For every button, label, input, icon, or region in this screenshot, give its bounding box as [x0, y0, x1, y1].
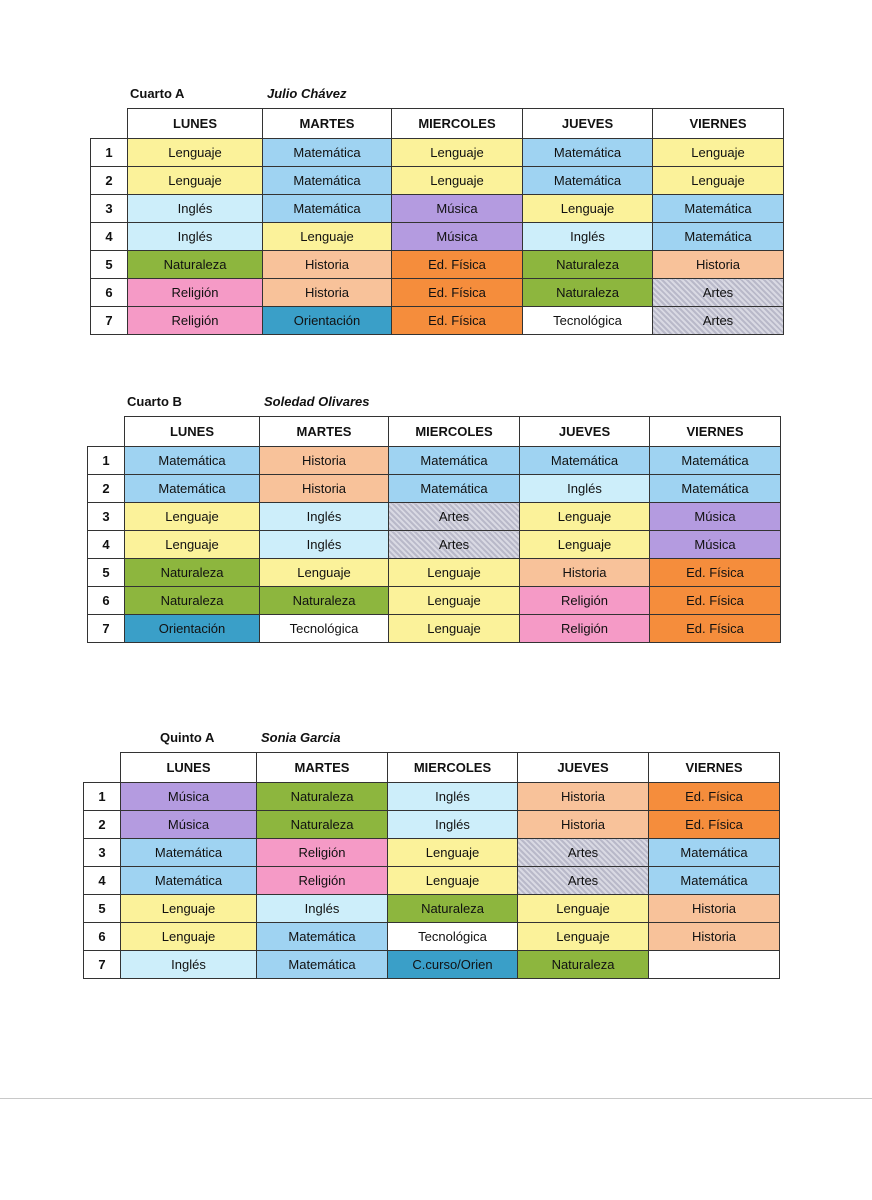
subject-cell: Lenguaje	[263, 223, 392, 251]
corner-cell	[91, 109, 128, 139]
subject-cell: Naturaleza	[128, 251, 263, 279]
period-number: 1	[84, 783, 121, 811]
subject-cell: Lenguaje	[389, 587, 520, 615]
period-number: 1	[88, 447, 125, 475]
day-header: LUNES	[121, 753, 257, 783]
schedule-table	[87, 416, 781, 643]
course-title: Quinto A	[160, 730, 215, 745]
period-number: 5	[84, 895, 121, 923]
subject-cell: Religión	[128, 307, 263, 335]
subject-cell: Matemática	[263, 139, 392, 167]
subject-cell: Historia	[649, 895, 780, 923]
subject-cell: Lenguaje	[520, 503, 650, 531]
schedule-block-cuarto-b	[87, 394, 781, 643]
period-number: 2	[84, 811, 121, 839]
subject-cell: Artes	[389, 531, 520, 559]
period-row	[88, 475, 781, 503]
subject-cell: Matemática	[653, 195, 784, 223]
period-row	[84, 867, 780, 895]
subject-cell: Lenguaje	[388, 867, 518, 895]
subject-cell: Ed. Física	[649, 783, 780, 811]
teacher-name: Sonia Garcia	[261, 730, 341, 745]
subject-cell: Inglés	[260, 531, 389, 559]
day-header: MIERCOLES	[388, 753, 518, 783]
period-row	[91, 223, 784, 251]
subject-cell: Lenguaje	[392, 167, 523, 195]
subject-cell: Música	[121, 811, 257, 839]
subject-cell: Religión	[257, 867, 388, 895]
day-header: MARTES	[257, 753, 388, 783]
period-row	[88, 503, 781, 531]
period-row	[91, 251, 784, 279]
subject-cell: Matemática	[263, 195, 392, 223]
period-row	[91, 195, 784, 223]
subject-cell: Inglés	[520, 475, 650, 503]
period-number: 5	[91, 251, 128, 279]
period-number: 7	[88, 615, 125, 643]
day-header: JUEVES	[518, 753, 649, 783]
subject-cell: Matemática	[650, 447, 781, 475]
subject-cell: Música	[392, 223, 523, 251]
period-row	[84, 951, 780, 979]
subject-cell: Naturaleza	[125, 559, 260, 587]
day-header: JUEVES	[523, 109, 653, 139]
period-number: 4	[91, 223, 128, 251]
course-title: Cuarto B	[127, 394, 182, 409]
corner-cell	[88, 417, 125, 447]
day-header: JUEVES	[520, 417, 650, 447]
subject-cell: Historia	[263, 279, 392, 307]
subject-cell: Ed. Física	[392, 279, 523, 307]
period-number: 2	[88, 475, 125, 503]
subject-cell: Naturaleza	[257, 783, 388, 811]
subject-cell: Historia	[518, 783, 649, 811]
subject-cell: Ed. Física	[650, 587, 781, 615]
period-row	[84, 895, 780, 923]
period-row	[88, 531, 781, 559]
schedule-table	[90, 108, 784, 335]
day-header: LUNES	[128, 109, 263, 139]
subject-cell: Matemática	[523, 167, 653, 195]
subject-cell: Artes	[518, 867, 649, 895]
subject-cell: Inglés	[257, 895, 388, 923]
subject-cell: Artes	[389, 503, 520, 531]
period-row	[91, 139, 784, 167]
subject-cell: Naturaleza	[260, 587, 389, 615]
period-number: 6	[84, 923, 121, 951]
period-number: 4	[84, 867, 121, 895]
subject-cell: Tecnológica	[388, 923, 518, 951]
subject-cell: Religión	[128, 279, 263, 307]
subject-cell: Lenguaje	[518, 895, 649, 923]
subject-cell: Historia	[653, 251, 784, 279]
subject-cell: Ed. Física	[650, 559, 781, 587]
period-number: 3	[84, 839, 121, 867]
period-number: 5	[88, 559, 125, 587]
subject-cell: Artes	[653, 307, 784, 335]
subject-cell: Ed. Física	[649, 811, 780, 839]
subject-cell: Matemática	[125, 447, 260, 475]
subject-cell: Inglés	[121, 951, 257, 979]
subject-cell: Música	[650, 503, 781, 531]
day-header: MIERCOLES	[389, 417, 520, 447]
period-row	[88, 587, 781, 615]
period-row	[88, 615, 781, 643]
day-header: MARTES	[260, 417, 389, 447]
subject-cell: Lenguaje	[653, 167, 784, 195]
subject-cell: Historia	[260, 447, 389, 475]
subject-cell: Tecnológica	[523, 307, 653, 335]
subject-cell: Religión	[520, 615, 650, 643]
page-divider-line	[0, 1098, 872, 1099]
subject-cell: Inglés	[128, 195, 263, 223]
subject-cell: Lenguaje	[121, 923, 257, 951]
period-row	[91, 279, 784, 307]
corner-cell	[84, 753, 121, 783]
subject-cell: Lenguaje	[523, 195, 653, 223]
subject-cell: Matemática	[520, 447, 650, 475]
period-number: 7	[84, 951, 121, 979]
subject-cell	[649, 951, 780, 979]
subject-cell: Historia	[263, 251, 392, 279]
subject-cell: Música	[392, 195, 523, 223]
subject-cell: Ed. Física	[392, 307, 523, 335]
subject-cell: Matemática	[389, 447, 520, 475]
day-header: VIERNES	[650, 417, 781, 447]
period-row	[91, 307, 784, 335]
subject-cell: Inglés	[388, 811, 518, 839]
subject-cell: Naturaleza	[388, 895, 518, 923]
period-row	[84, 923, 780, 951]
subject-cell: Tecnológica	[260, 615, 389, 643]
subject-cell: Matemática	[121, 839, 257, 867]
day-header: LUNES	[125, 417, 260, 447]
subject-cell: Lenguaje	[125, 531, 260, 559]
day-header: VIERNES	[653, 109, 784, 139]
teacher-name: Soledad Olivares	[264, 394, 370, 409]
subject-cell: Lenguaje	[520, 531, 650, 559]
subject-cell: Ed. Física	[392, 251, 523, 279]
subject-cell: Naturaleza	[125, 587, 260, 615]
subject-cell: Naturaleza	[523, 251, 653, 279]
day-header: MIERCOLES	[392, 109, 523, 139]
subject-cell: Lenguaje	[653, 139, 784, 167]
subject-cell: Matemática	[125, 475, 260, 503]
subject-cell: Lenguaje	[518, 923, 649, 951]
subject-cell: Lenguaje	[128, 167, 263, 195]
subject-cell: Artes	[653, 279, 784, 307]
subject-cell: Religión	[257, 839, 388, 867]
subject-cell: Música	[650, 531, 781, 559]
subject-cell: Matemática	[653, 223, 784, 251]
subject-cell: Matemática	[389, 475, 520, 503]
subject-cell: Lenguaje	[125, 503, 260, 531]
period-number: 6	[88, 587, 125, 615]
subject-cell: Matemática	[649, 867, 780, 895]
subject-cell: Historia	[520, 559, 650, 587]
subject-cell: Matemática	[263, 167, 392, 195]
subject-cell: Religión	[520, 587, 650, 615]
period-row	[88, 559, 781, 587]
subject-cell: Lenguaje	[128, 139, 263, 167]
subject-cell: Naturaleza	[518, 951, 649, 979]
subject-cell: Orientación	[263, 307, 392, 335]
subject-cell: Orientación	[125, 615, 260, 643]
subject-cell: Historia	[260, 475, 389, 503]
subject-cell: Lenguaje	[392, 139, 523, 167]
subject-cell: Historia	[649, 923, 780, 951]
course-title: Cuarto A	[130, 86, 185, 101]
period-row	[84, 839, 780, 867]
header-row	[84, 753, 780, 783]
subject-cell: Matemática	[649, 839, 780, 867]
period-row	[91, 167, 784, 195]
period-row	[84, 783, 780, 811]
subject-cell: Lenguaje	[389, 559, 520, 587]
schedule-table	[83, 752, 780, 979]
subject-cell: Lenguaje	[389, 615, 520, 643]
subject-cell: Música	[121, 783, 257, 811]
day-header: MARTES	[263, 109, 392, 139]
subject-cell: Ed. Física	[650, 615, 781, 643]
subject-cell: C.curso/Orien	[388, 951, 518, 979]
subject-cell: Historia	[518, 811, 649, 839]
subject-cell: Lenguaje	[388, 839, 518, 867]
subject-cell: Inglés	[128, 223, 263, 251]
period-number: 7	[91, 307, 128, 335]
period-number: 1	[91, 139, 128, 167]
period-number: 3	[88, 503, 125, 531]
subject-cell: Matemática	[257, 951, 388, 979]
subject-cell: Inglés	[388, 783, 518, 811]
period-number: 6	[91, 279, 128, 307]
subject-cell: Lenguaje	[121, 895, 257, 923]
subject-cell: Naturaleza	[257, 811, 388, 839]
day-header: VIERNES	[649, 753, 780, 783]
subject-cell: Matemática	[650, 475, 781, 503]
subject-cell: Matemática	[523, 139, 653, 167]
subject-cell: Matemática	[121, 867, 257, 895]
period-number: 2	[91, 167, 128, 195]
teacher-name: Julio Chávez	[267, 86, 347, 101]
header-row	[88, 417, 781, 447]
schedule-block-quinto-a	[83, 730, 780, 979]
subject-cell: Lenguaje	[260, 559, 389, 587]
header-row	[91, 109, 784, 139]
schedule-block-cuarto-a	[90, 86, 784, 335]
period-number: 3	[91, 195, 128, 223]
subject-cell: Inglés	[523, 223, 653, 251]
period-row	[88, 447, 781, 475]
subject-cell: Matemática	[257, 923, 388, 951]
subject-cell: Naturaleza	[523, 279, 653, 307]
period-number: 4	[88, 531, 125, 559]
subject-cell: Inglés	[260, 503, 389, 531]
period-row	[84, 811, 780, 839]
subject-cell: Artes	[518, 839, 649, 867]
